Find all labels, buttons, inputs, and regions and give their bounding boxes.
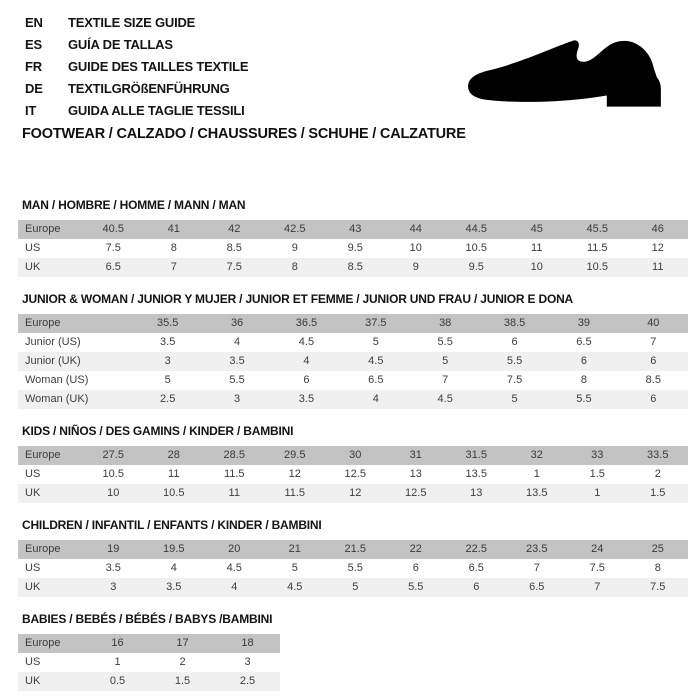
size-value-cell: 32 [530, 449, 543, 461]
table-row [18, 446, 688, 465]
table-row [18, 258, 688, 277]
size-value-cell: 9 [412, 261, 419, 273]
size-value-cell: 31.5 [465, 449, 487, 461]
row-label: Europe [25, 223, 61, 235]
row-label: US [25, 468, 41, 480]
language-guide-title: TEXTILGRÖßENFÜHRUNG [68, 81, 230, 96]
table-row [18, 390, 688, 409]
size-value-cell: 4 [372, 393, 379, 405]
language-code: EN [25, 15, 43, 30]
size-value-cell: 17 [176, 637, 189, 649]
size-value-cell: 22.5 [465, 543, 487, 555]
row-label: US [25, 242, 41, 254]
size-value-cell: 30 [349, 449, 362, 461]
size-value-cell: 13.5 [465, 468, 487, 480]
language-guide-title: GUÍA DE TALLAS [68, 37, 173, 52]
size-value-cell: 28.5 [223, 449, 245, 461]
size-value-cell: 7.5 [589, 562, 605, 574]
size-value-cell: 4 [231, 581, 238, 593]
size-value-cell: 6 [511, 336, 518, 348]
size-value-cell: 3 [110, 581, 117, 593]
size-value-cell: 7 [533, 562, 540, 574]
language-row [25, 100, 248, 122]
size-value-cell: 2 [179, 656, 186, 668]
size-value-cell: 16 [111, 637, 124, 649]
size-value-cell: 10.5 [163, 487, 185, 499]
size-value-cell: 28 [167, 449, 180, 461]
size-value-cell: 39 [577, 317, 591, 329]
size-table [18, 446, 688, 503]
size-value-cell: 6 [580, 355, 587, 367]
size-value-cell: 21.5 [344, 543, 366, 555]
table-row [18, 371, 688, 390]
size-value-cell: 7.5 [226, 261, 242, 273]
size-value-cell: 42.5 [284, 223, 306, 235]
row-label: Europe [25, 317, 61, 329]
table-row [18, 314, 688, 333]
language-row [25, 78, 248, 100]
table-row [18, 540, 688, 559]
size-table [18, 220, 688, 277]
row-label: Junior (US) [25, 336, 81, 348]
size-value-cell: 10 [530, 261, 543, 273]
size-value-cell: 5 [511, 393, 518, 405]
size-value-cell: 40.5 [102, 223, 124, 235]
size-value-cell: 1.5 [650, 487, 666, 499]
size-value-cell: 10.5 [102, 468, 124, 480]
size-value-cell: 3.5 [298, 393, 315, 405]
size-table [18, 634, 280, 691]
table-row [18, 465, 688, 484]
language-code: ES [25, 37, 42, 52]
size-value-cell: 3 [164, 355, 171, 367]
size-value-cell: 6.5 [105, 261, 121, 273]
size-value-cell: 2.5 [160, 393, 176, 405]
size-value-cell: 20 [228, 543, 241, 555]
size-value-cell: 46 [651, 223, 664, 235]
size-value-cell: 11.5 [586, 242, 608, 254]
table-row [18, 239, 688, 258]
table-row [18, 220, 688, 239]
size-value-cell: 12.5 [344, 468, 366, 480]
size-value-cell: 44.5 [465, 223, 487, 235]
row-label: Europe [25, 543, 61, 555]
size-value-cell: 8 [580, 374, 587, 386]
size-section [18, 199, 688, 277]
size-section-title: CHILDREN / INFANTIL / ENFANTS / KINDER / BAMBINI [22, 518, 322, 532]
size-value-cell: 5.5 [408, 581, 424, 593]
size-tables [18, 199, 688, 700]
size-value-cell: 19 [107, 543, 120, 555]
language-code: IT [25, 103, 37, 118]
size-value-cell: 45 [530, 223, 543, 235]
size-value-cell: 45.5 [586, 223, 608, 235]
size-value-cell: 11 [652, 261, 664, 273]
size-value-cell: 6 [473, 581, 480, 593]
size-value-cell: 23.5 [526, 543, 548, 555]
language-guide-title: TEXTILE SIZE GUIDE [68, 15, 196, 30]
size-value-cell: 13 [470, 487, 483, 499]
size-value-cell: 1.5 [589, 468, 605, 480]
size-value-cell: 1.5 [174, 675, 191, 687]
size-section-title: JUNIOR & WOMAN / JUNIOR Y MUJER / JUNIOR ET FEMME / JUNIOR UND FRAU / JUNIOR E DONA [22, 292, 574, 306]
size-value-cell: 11 [228, 487, 240, 499]
size-section [18, 613, 688, 691]
size-value-cell: 4.5 [368, 355, 384, 367]
size-value-cell: 5.5 [576, 393, 592, 405]
size-value-cell: 42 [228, 223, 241, 235]
table-row [18, 634, 280, 653]
size-value-cell: 7.5 [105, 242, 121, 254]
size-value-cell: 5 [291, 562, 298, 574]
size-value-cell: 3.5 [160, 336, 176, 348]
category-title: FOOTWEAR / CALZADO / CHAUSSURES / SCHUHE / CALZATURE [22, 126, 466, 142]
size-value-cell: 5 [442, 355, 449, 367]
size-table [18, 314, 688, 409]
size-section-title: KIDS / NIÑOS / DES GAMINS / KINDER / BAMBINI [22, 424, 294, 438]
size-value-cell: 4 [170, 562, 177, 574]
size-value-cell: 2 [654, 468, 661, 480]
language-row [25, 34, 248, 56]
language-list [25, 12, 248, 122]
size-table [18, 540, 688, 597]
size-value-cell: 1 [594, 487, 601, 499]
size-value-cell: 7.5 [506, 374, 523, 386]
row-label: US [25, 562, 41, 574]
size-section-title: MAN / HOMBRE / HOMME / MANN / MAN [22, 198, 246, 212]
size-value-cell: 11.5 [284, 487, 306, 499]
row-label: Europe [25, 637, 61, 649]
table-row [18, 672, 280, 691]
size-value-cell: 35.5 [156, 317, 179, 329]
size-value-cell: 1 [114, 656, 121, 668]
language-code: DE [25, 81, 43, 96]
size-value-cell: 38 [439, 317, 452, 329]
size-value-cell: 9 [291, 242, 298, 254]
size-value-cell: 3.5 [229, 355, 245, 367]
row-label: UK [25, 261, 41, 273]
size-value-cell: 7 [170, 261, 177, 273]
size-value-cell: 36.5 [295, 317, 318, 329]
size-value-cell: 13 [409, 468, 422, 480]
table-row [18, 653, 280, 672]
size-value-cell: 27.5 [102, 449, 124, 461]
size-value-cell: 8 [654, 562, 661, 574]
size-value-cell: 33 [591, 449, 604, 461]
size-value-cell: 18 [241, 637, 254, 649]
size-value-cell: 4.5 [437, 393, 453, 405]
size-value-cell: 3 [244, 656, 251, 668]
size-value-cell: 1 [533, 468, 540, 480]
size-value-cell: 9.5 [468, 261, 484, 273]
size-value-cell: 3.5 [105, 562, 121, 574]
row-label: UK [25, 487, 41, 499]
size-value-cell: 9.5 [347, 242, 363, 254]
size-value-cell: 12.5 [405, 487, 427, 499]
language-guide-title: GUIDE DES TAILLES TEXTILE [68, 59, 249, 74]
size-section [18, 425, 688, 503]
language-row [25, 56, 248, 78]
size-section [18, 293, 688, 409]
size-value-cell: 5.5 [229, 374, 245, 386]
size-value-cell: 44 [409, 223, 422, 235]
language-guide-title: GUIDA ALLE TAGLIE TESSILI [68, 103, 245, 118]
size-value-cell: 10 [409, 242, 422, 254]
size-value-cell: 29.5 [284, 449, 306, 461]
table-row [18, 578, 688, 597]
size-value-cell: 5 [352, 581, 359, 593]
size-value-cell: 33.5 [647, 449, 669, 461]
row-label: US [25, 656, 41, 668]
size-value-cell: 4.5 [226, 562, 242, 574]
size-value-cell: 12 [349, 487, 362, 499]
size-value-cell: 11 [168, 468, 180, 480]
size-value-cell: 21 [288, 543, 301, 555]
size-value-cell: 5 [164, 374, 171, 386]
size-value-cell: 6.5 [576, 336, 592, 348]
size-value-cell: 12 [651, 242, 664, 254]
size-value-cell: 25 [651, 543, 664, 555]
size-value-cell: 8.5 [226, 242, 242, 254]
size-value-cell: 8.5 [347, 261, 363, 273]
size-value-cell: 6 [650, 393, 657, 405]
row-label: Woman (UK) [25, 393, 89, 405]
table-row [18, 352, 688, 371]
size-value-cell: 41 [167, 223, 180, 235]
size-value-cell: 5.5 [437, 336, 453, 348]
size-value-cell: 10.5 [586, 261, 608, 273]
size-value-cell: 38.5 [503, 317, 526, 329]
table-row [18, 484, 688, 503]
size-value-cell: 6.5 [529, 581, 545, 593]
size-value-cell: 40 [647, 317, 660, 329]
language-code: FR [25, 59, 42, 74]
size-value-cell: 7 [650, 336, 657, 348]
size-section [18, 519, 688, 597]
size-value-cell: 7.5 [650, 581, 666, 593]
size-value-cell: 7 [594, 581, 601, 593]
row-label: Junior (UK) [25, 355, 81, 367]
size-value-cell: 7 [442, 374, 449, 386]
size-value-cell: 22 [409, 543, 422, 555]
size-value-cell: 8 [170, 242, 177, 254]
size-value-cell: 19.5 [163, 543, 185, 555]
size-value-cell: 5 [372, 336, 379, 348]
size-value-cell: 31 [409, 449, 422, 461]
size-value-cell: 0.5 [109, 675, 126, 687]
size-value-cell: 12 [288, 468, 301, 480]
row-label: Europe [25, 449, 61, 461]
size-value-cell: 6 [303, 374, 310, 386]
size-value-cell: 8.5 [645, 374, 661, 386]
size-section-title: BABIES / BEBÉS / BÉBÉS / BABYS /BAMBINI [22, 612, 273, 626]
size-value-cell: 11.5 [223, 468, 245, 480]
size-value-cell: 36 [230, 317, 244, 329]
size-value-cell: 8 [291, 261, 298, 273]
table-row [18, 333, 688, 352]
size-value-cell: 3 [234, 393, 241, 405]
size-value-cell: 4 [234, 336, 241, 348]
row-label: UK [25, 675, 41, 687]
size-value-cell: 2.5 [239, 675, 256, 687]
table-row [18, 559, 688, 578]
size-value-cell: 4 [303, 355, 310, 367]
size-value-cell: 10 [107, 487, 120, 499]
size-value-cell: 5.5 [347, 562, 363, 574]
shoe-icon [464, 36, 668, 110]
size-value-cell: 43 [349, 223, 362, 235]
size-value-cell: 4.5 [287, 581, 303, 593]
size-value-cell: 6 [650, 355, 657, 367]
size-value-cell: 3.5 [166, 581, 182, 593]
size-value-cell: 6.5 [468, 562, 484, 574]
size-value-cell: 6 [412, 562, 419, 574]
size-value-cell: 11 [531, 242, 543, 254]
row-label: UK [25, 581, 41, 593]
size-value-cell: 4.5 [298, 336, 315, 348]
size-value-cell: 10.5 [465, 242, 487, 254]
size-value-cell: 24 [591, 543, 604, 555]
size-value-cell: 13.5 [526, 487, 548, 499]
language-row [25, 12, 248, 34]
size-value-cell: 6.5 [368, 374, 384, 386]
row-label: Woman (US) [25, 374, 89, 386]
size-value-cell: 5.5 [506, 355, 523, 367]
size-value-cell: 37.5 [365, 317, 387, 329]
